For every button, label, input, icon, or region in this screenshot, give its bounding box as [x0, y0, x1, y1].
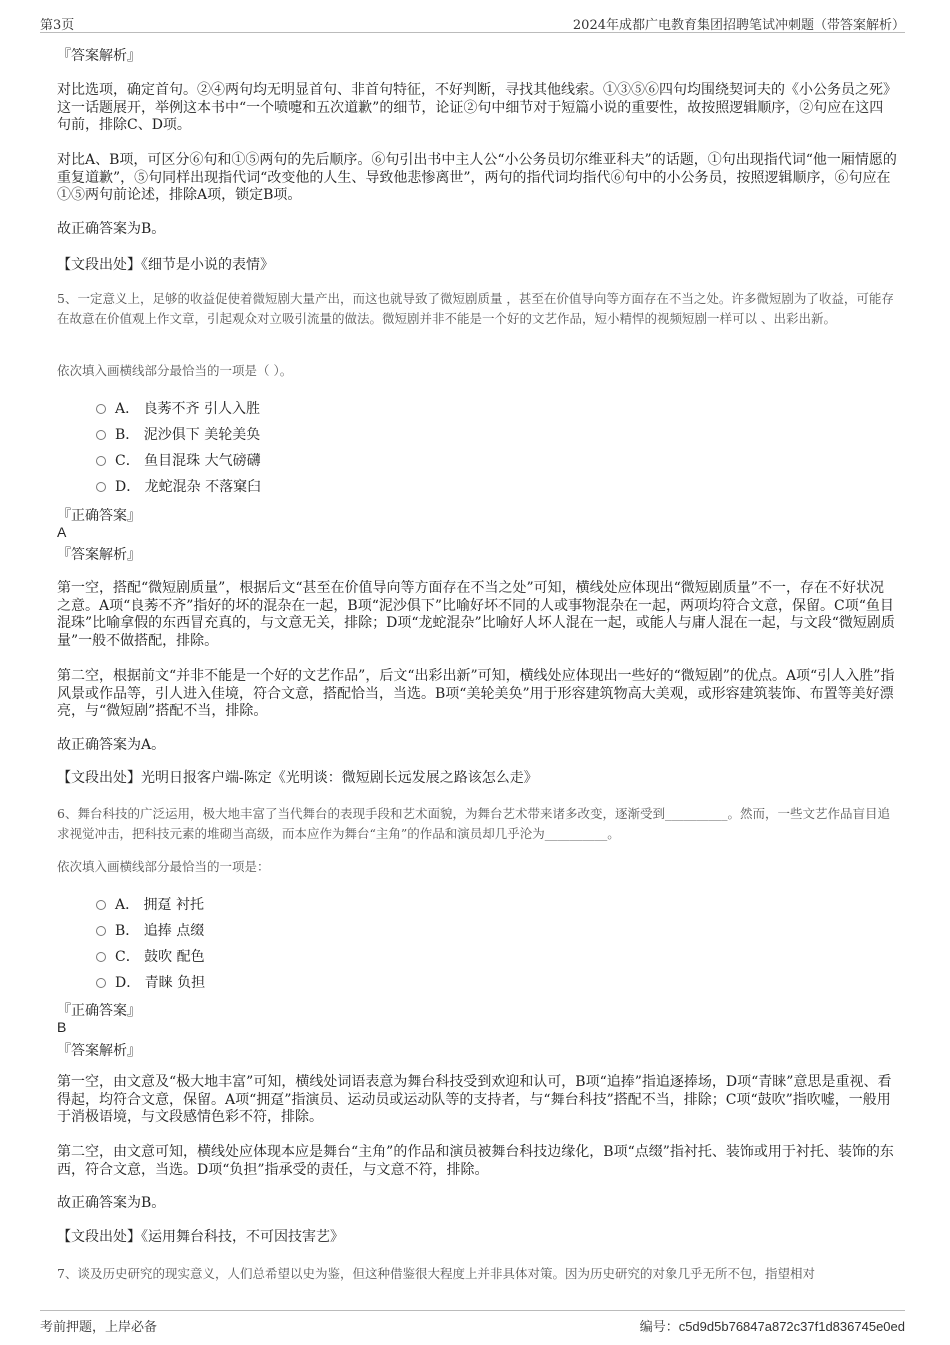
q5-option-d[interactable] [96, 476, 261, 496]
page-number: 第3页 [40, 18, 75, 33]
q6-analysis-p1: 第一空，由文意及“极大地丰富”可知，横线处词语表意为舞台科技受到欢迎和认可，B项“追捧”指追逐捧场，D项“青睐”意思是重视、看得起，均符合文意，保留。A项“拥趸”指演员、运动员或运动队等的支持者，与“舞台科技”搭配不当，排除；C项“鼓吹”指吹嘘，一般用于消极语境，与文段感情色彩不符，排除。 [57, 1074, 892, 1125]
q6-option-c[interactable] [96, 946, 205, 966]
q4-analysis-label: 『答案解析』 [57, 48, 141, 64]
q5-option-b[interactable] [96, 424, 260, 444]
radio-icon[interactable] [96, 926, 106, 936]
q5-conclusion: 故正确答案为A。 [57, 737, 166, 753]
q6-correct-label: 『正确答案』 [57, 1003, 141, 1019]
q6-blank-2: __________ [544, 826, 608, 841]
q5-option-a[interactable] [96, 398, 260, 418]
q4-conclusion: 故正确答案为B。 [57, 221, 166, 237]
q5-analysis-p1: 第一空，搭配“微短剧质量”，根据后文“甚至在价值导向等方面存在不当之处”可知，横线处应体现出“微短剧质量”不一，存在不好状况之意。A项“良莠不齐”指好的坏的混杂在一起，B项“泥沙俱下”比喻好坏不同的人或事物混杂在一起，两项均符合文意，保留。C项“鱼目混珠”比喻拿假的东西冒充真的，与文意无关，排除；D项“龙蛇混杂”比喻好人坏人混在一起，或能人与庸人混在一起，与文段“微短剧质量”一般不做搭配，排除。 [57, 580, 895, 649]
q6-option-b[interactable] [96, 920, 204, 940]
option-label: C． 鱼目混珠 大气磅礴 [115, 453, 261, 469]
q5-prompt: 依次填入画横线部分最恰当的一项是（ ）。 [57, 363, 293, 378]
q6-stem-part-c: 。 [607, 826, 620, 841]
q5-source: 【文段出处】光明日报客户端-陈定《光明谈：微短剧长远发展之路该怎么走》 [57, 770, 538, 786]
radio-icon[interactable] [96, 978, 106, 988]
q7-stem: 7、谈及历史研究的现实意义，人们总希望以史为鉴，但这种借鉴很大程度上并非具体对策。因为历史研究的对象几乎无所不包，指望相对 [57, 1266, 815, 1281]
q4-source: 【文段出处】《细节是小说的表情》 [57, 257, 274, 273]
q6-source: 【文段出处】《运用舞台科技，不可因技害艺》 [57, 1229, 344, 1245]
footer-slogan: 考前押题，上岸必备 [40, 1320, 158, 1335]
page-header [40, 10, 905, 33]
q5-option-c[interactable] [96, 450, 261, 470]
q5-correct-answer: A [57, 524, 67, 540]
q4-analysis-p2: 对比A、B项，可区分⑥句和①⑤两句的先后顺序。⑥句引出书中主人公“小公务员切尔维亚科夫”的话题，①句出现指代词“他一厢情愿的重复道歉”，⑤句同样出现指代词“改变他的人生、导致他悲惨离世”，两句的指代词均指代⑥句中的小公务员，按照逻辑顺序，⑥句应在①⑤两句前论述，排除A项，锁定B项。 [57, 152, 897, 203]
document-code: 编号：c5d9d5b76847a872c37f1d836745e0ed [639, 1319, 905, 1334]
option-label: B． 追捧 点缀 [115, 923, 205, 939]
q6-analysis-label: 『答案解析』 [57, 1043, 141, 1059]
q6-analysis-p2: 第二空，由文意可知，横线处应体现本应是舞台“主角”的作品和演员被舞台科技边缘化，B项“点缀”指衬托、装饰或用于衬托、装饰的东西，符合文意，当选。D项“负担”指承受的责任，与文意不符，排除。 [57, 1144, 894, 1178]
radio-icon[interactable] [96, 456, 106, 466]
q5-analysis-p2: 第二空，根据前文“并非不能是一个好的文艺作品”，后文“出彩出新”可知，横线处应体现出一些好的“微短剧”的优点。A项“引人入胜”指风景或作品等，引人进入佳境，符合文意，搭配恰当，当选。B项“美轮美奂”用于形容建筑物高大美观，或形容建筑装饰、布置等美好漂亮，与“微短剧”搭配不当，排除。 [57, 668, 895, 719]
q6-blank-1: __________ [664, 806, 728, 821]
q5-stem: 5、一定意义上，足够的收益促使着微短剧大量产出，而这也就导致了微短剧质量 ，甚至在价值导向等方面存在不当之处。许多微短剧为了收益，可能存在故意在价值观上作文章，引起观众对立吸引流量的做法。微短剧并非不能是一个好的文艺作品，短小精悍的视频短剧一样可以 、出彩出新。 [57, 291, 894, 326]
option-label: A． 良莠不齐 引人入胜 [115, 401, 261, 417]
q6-prompt: 依次填入画横线部分最恰当的一项是： [57, 859, 270, 874]
option-label: B． 泥沙俱下 美轮美奂 [115, 427, 261, 443]
q5-correct-label: 『正确答案』 [57, 508, 141, 524]
option-label: C． 鼓吹 配色 [115, 949, 205, 965]
q6-stem-part-b: 。然而，一些文艺作品盲目追求视觉冲击，把科技元素的堆砌当高级，而本应作为舞台“主角”的作品和演员却几乎沦为 [57, 806, 890, 841]
q4-analysis-p1: 对比选项，确定首句。②④两句均无明显首句、非首句特征，不好判断，寻找其他线索。①③⑤⑥四句均围绕契诃夫的《小公务员之死》这一话题展开，举例这本书中“一个喷嚏和五次道歉”的细节，论证②句中细节对于短篇小说的重要性，故按照逻辑顺序，②句应在这四句前，排除C、D项。 [57, 82, 897, 133]
q6-correct-answer: B [57, 1019, 67, 1035]
q6-option-d[interactable] [96, 972, 205, 992]
radio-icon[interactable] [96, 952, 106, 962]
option-label: D． 龙蛇混杂 不落窠臼 [115, 479, 262, 495]
option-label: D． 青睐 负担 [115, 975, 206, 991]
page-footer [40, 1310, 905, 1335]
radio-icon[interactable] [96, 404, 106, 414]
q6-stem [57, 804, 897, 844]
radio-icon[interactable] [96, 900, 106, 910]
q5-analysis-label: 『答案解析』 [57, 547, 141, 563]
q6-conclusion: 故正确答案为B。 [57, 1195, 166, 1211]
radio-icon[interactable] [96, 482, 106, 492]
radio-icon[interactable] [96, 430, 106, 440]
document-title: 2024年成都广电教育集团招聘笔试冲刺题（带答案解析） [572, 18, 905, 33]
q6-option-a[interactable] [96, 894, 204, 914]
q6-stem-part-a: 6、舞台科技的广泛运用，极大地丰富了当代舞台的表现手段和艺术面貌，为舞台艺术带来诸多改变，逐渐受到 [57, 806, 665, 821]
option-label: A． 拥趸 衬托 [115, 897, 205, 913]
